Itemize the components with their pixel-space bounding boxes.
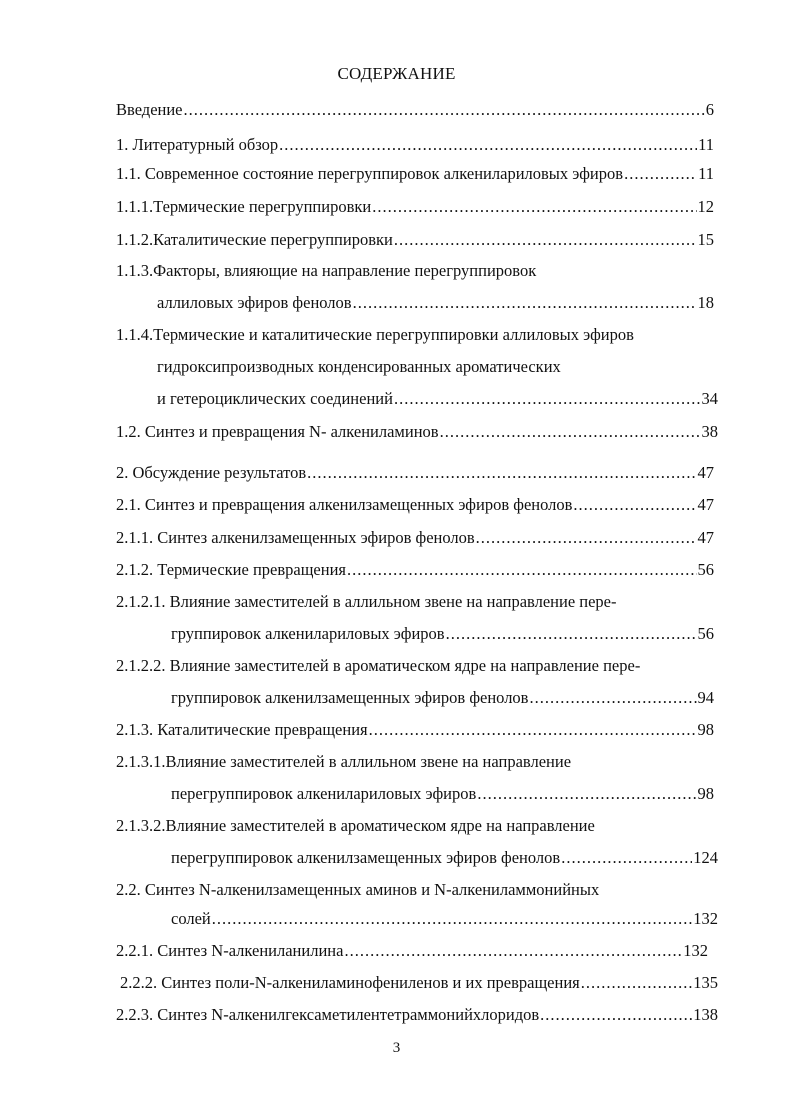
toc-entry [116, 133, 714, 157]
dot-leader [369, 718, 697, 742]
toc-entry-text: перегруппировок алкенилзамещенных эфиров фенолов [171, 848, 561, 867]
toc-entry [171, 907, 718, 931]
toc-entry [116, 590, 714, 614]
toc-entry-text: 1.1.2.Каталитические перегруппировки [116, 230, 393, 249]
toc-entry-text: 2.1.3.1.Влияние заместителей в аллильном звене на направление [116, 752, 572, 771]
toc-entry [171, 782, 714, 806]
toc-entry-text: перегруппировок алкенилариловых эфиров [171, 784, 477, 803]
dot-leader [394, 387, 701, 411]
toc-entry-page: 98 [697, 720, 714, 739]
toc-entry-page: 56 [697, 560, 714, 579]
toc-entry [116, 98, 714, 122]
dot-leader [212, 907, 693, 931]
dot-leader [529, 686, 696, 710]
toc-entry [116, 162, 714, 186]
toc-entry-text: 2.1.2.2. Влияние заместителей в ароматическом ядре на направление пере- [116, 656, 641, 675]
toc-entry [116, 195, 714, 219]
toc-entry [157, 387, 718, 411]
toc-entry-text: 1.1.1.Термические перегруппировки [116, 197, 372, 216]
dot-leader [446, 622, 697, 646]
toc-entry-text: 2.2. Синтез N-алкенилзамещенных аминов и N-алкениламмонийных [116, 880, 600, 899]
toc-entry-text: 2.1.3.2.Влияние заместителей в ароматическом ядре на направление [116, 816, 595, 835]
dot-leader [347, 558, 697, 582]
toc-entry-text: 1.1.3.Факторы, влияющие на направление перегруппировок [116, 261, 537, 280]
toc-entry [171, 686, 714, 710]
toc-entry [116, 228, 714, 252]
toc-entry [171, 846, 718, 870]
toc-entry-page: 56 [697, 624, 714, 643]
toc-entry-page: 138 [693, 1005, 718, 1024]
toc-entry-text: 2.1. Синтез и превращения алкенилзамещенных эфиров фенолов [116, 495, 573, 514]
toc-entry-text: группировок алкенилариловых эфиров [171, 624, 445, 643]
toc-entry-text: группировок алкенилзамещенных эфиров фенолов [171, 688, 529, 707]
toc-entry [116, 323, 714, 347]
toc-entry-page: 98 [697, 784, 714, 803]
toc-entry-page: 34 [701, 389, 718, 408]
toc-entry-page: 6 [705, 100, 714, 119]
dot-leader [394, 228, 697, 252]
toc-entry [116, 558, 714, 582]
toc-entry [116, 750, 714, 774]
page-number: 3 [392, 1040, 401, 1056]
toc-entry-page: 124 [693, 848, 718, 867]
toc-entry-page: 11 [698, 135, 714, 154]
toc-entry-page: 47 [697, 528, 714, 547]
dot-leader [581, 971, 692, 995]
toc-entry [120, 971, 718, 995]
toc-entry-text: гидроксипроизводных конденсированных ароматических [157, 357, 561, 376]
toc-entry [171, 622, 714, 646]
toc-entry-page: 38 [701, 422, 718, 441]
dot-leader [279, 133, 697, 157]
toc-entry-text: 1.2. Синтез и превращения N- алкениламинов [116, 422, 439, 441]
dot-leader [540, 1003, 692, 1027]
toc-entry-text: 2.2.3. Синтез N-алкенилгексаметилентетраммонийхлоридов [116, 1005, 540, 1024]
toc-entry-page: 47 [697, 463, 714, 482]
toc-entry-text: 2.1.2. Термические превращения [116, 560, 346, 579]
toc-entry-page: 15 [697, 230, 714, 249]
toc-entry-page: 94 [697, 688, 714, 707]
toc-entry [116, 259, 714, 283]
toc-entry-page: 135 [693, 973, 718, 992]
dot-leader [476, 526, 697, 550]
dot-leader [440, 420, 701, 444]
toc-entry-text: 2.1.2.1. Влияние заместителей в аллильном звене на направление пере- [116, 592, 617, 611]
dot-leader [344, 939, 682, 963]
dot-leader [184, 98, 705, 122]
toc-entry [116, 1003, 718, 1027]
dot-leader [561, 846, 692, 870]
toc-entry [116, 461, 714, 485]
toc-entry-text: 1.1. Современное состояние перегруппировок алкенилариловых эфиров [116, 164, 624, 183]
toc-entry [116, 814, 714, 838]
toc-entry-text: 2.2.2. Синтез поли-N-алкениламинофениленов и их превращения [120, 973, 580, 992]
toc-entry-text: 2. Обсуждение результатов [116, 463, 307, 482]
toc-entry-page: 47 [697, 495, 714, 514]
toc-entry [116, 526, 714, 550]
toc-entry [116, 654, 714, 678]
dot-leader [573, 493, 696, 517]
page-title: СОДЕРЖАНИЕ [337, 64, 456, 83]
toc-entry-page: 132 [693, 909, 718, 928]
toc-entry [116, 939, 708, 963]
toc-entry [157, 291, 714, 315]
dot-leader [307, 461, 696, 485]
toc-entry-text: 2.2.1. Синтез N-алкениланилина [116, 941, 344, 960]
dot-leader [477, 782, 696, 806]
toc-entry-text: и гетероциклических соединений [157, 389, 393, 408]
toc-entry [116, 878, 714, 902]
toc-entry [116, 718, 714, 742]
toc-entry-text: Введение [116, 100, 183, 119]
toc-entry [116, 420, 718, 444]
dot-leader [353, 291, 697, 315]
dot-leader [372, 195, 696, 219]
toc-entry-text: 1. Литературный обзор [116, 135, 279, 154]
toc-entry-text: аллиловых эфиров фенолов [157, 293, 352, 312]
dot-leader [624, 162, 697, 186]
toc-entry-page: 12 [697, 197, 714, 216]
toc-entry-text: солей [171, 909, 211, 928]
toc-entry [157, 355, 714, 379]
toc-entry [116, 493, 714, 517]
toc-entry-text: 1.1.4.Термические и каталитические перегруппировки аллиловых эфиров [116, 325, 634, 344]
toc-entry-text: 2.1.3. Каталитические превращения [116, 720, 368, 739]
toc-entry-page: 11 [698, 164, 714, 183]
toc-entry-page: 132 [683, 941, 708, 960]
toc-entry-page: 18 [697, 293, 714, 312]
toc-entry-text: 2.1.1. Синтез алкенилзамещенных эфиров фенолов [116, 528, 475, 547]
